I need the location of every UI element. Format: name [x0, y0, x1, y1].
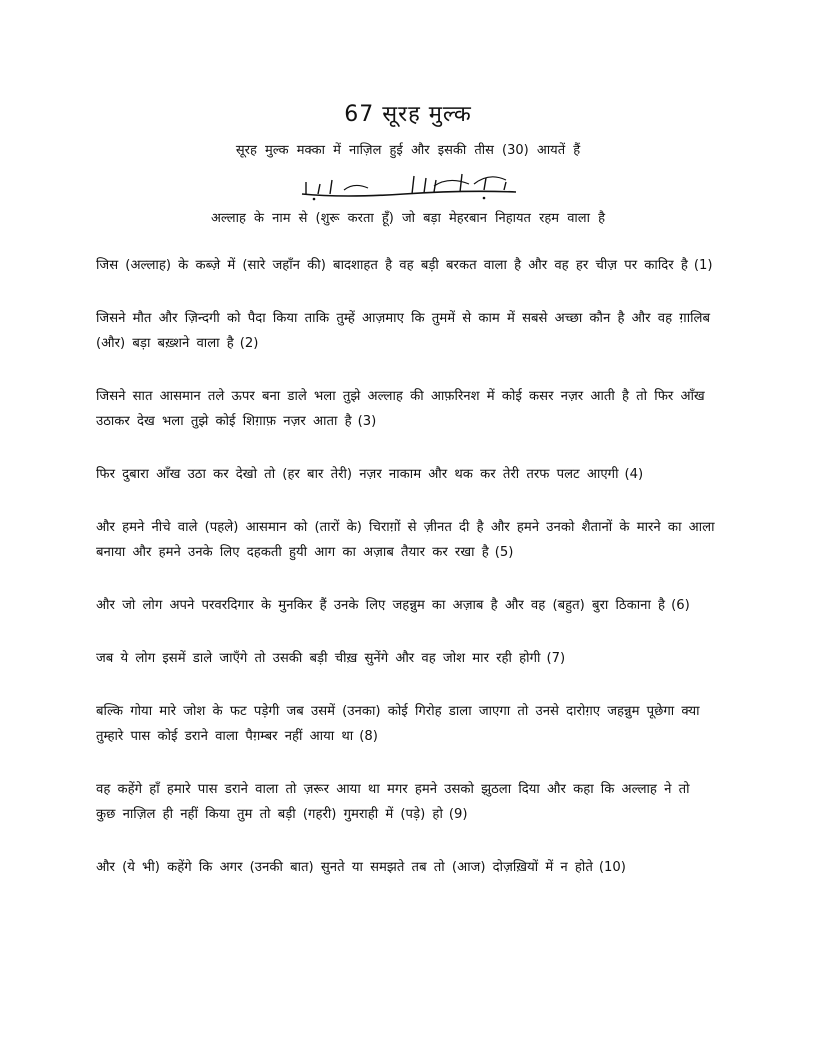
verse-text: फिर दुबारा आँख उठा कर देखो तो (हर बार तेरी) नज़र नाकाम और थक कर तेरी तरफ पलट आएगी [96, 467, 619, 482]
verse [96, 306, 716, 356]
verse-number: (2) [239, 336, 259, 351]
verse [96, 384, 716, 434]
verse-number: (3) [357, 414, 377, 429]
verse [96, 253, 716, 278]
verse [96, 699, 716, 749]
bismillah-calligraphy [284, 168, 534, 204]
verse-text: और (ये भी) कहेंगे कि अगर (उनकी बात) सुनते या समझते तब तो (आज) दोज़ख़ियों में न होते [96, 860, 593, 875]
verse-number: (8) [359, 729, 378, 744]
verse-number: (5) [494, 545, 514, 560]
verse-list [96, 253, 716, 908]
verse-text: वह कहेंगे हाँ हमारे पास डराने वाला तो ज़रूर आया था मगर हमने उसको झुठला दिया और कहा कि अल्लाह ने तो कुछ नाज़िल ही नहीं किया तुम तो बड़ी (गहरी) गुमराही में (पड़े) हो [96, 782, 690, 822]
verse-number: (1) [693, 258, 713, 273]
verse-number: (10) [598, 860, 626, 875]
verse [96, 593, 716, 618]
surah-title: 67 सूरह मुल्क [344, 102, 472, 127]
verse-number: (4) [624, 467, 644, 482]
verse-number: (9) [448, 807, 468, 822]
verse [96, 777, 716, 827]
verse [96, 462, 716, 487]
verse-text: जिस (अल्लाह) के कब्ज़े में (सारे जहाँन की) बादशाहत है वह बड़ी बरकत वाला है और वह हर चीज़ पर कादिर है [96, 258, 688, 273]
verse-number: (7) [546, 651, 566, 666]
verse-text: जब ये लोग इसमें डाले जाएँगे तो उसकी बड़ी चीख़ सुनेंगे और वह जोश मार रही होगी [96, 651, 541, 666]
verse-text: और जो लोग अपने परवरदिगार के मुनकिर हैं उनके लिए जहन्नुम का अज़ाब है और वह (बहुत) बुरा ठिकाना है [96, 598, 666, 613]
invocation-line: अल्लाह के नाम से (शुरू करता हूँ) जो बड़ा मेहरबान निहायत रहम वाला है [210, 211, 606, 226]
verse [96, 515, 716, 565]
surah-subtitle: सूरह मुल्क मक्का में नाज़िल हुई और इसकी तीस (30) आयतें हैं [235, 143, 581, 158]
verse [96, 646, 716, 671]
verse-text: और हमने नीचे वाले (पहले) आसमान को (तारों के) चिराग़ों से ज़ीनत दी है और हमने उनको शैतानों के मारने का आला बनाया और हमने उनके लिए दहकती हुयी आग का अज़ाब तैयार कर रखा है [96, 520, 715, 560]
verse [96, 855, 716, 880]
verse-text: जिसने सात आसमान तले ऊपर बना डाले भला तुझे अल्लाह की आफ़रिनश में कोई कसर नज़र आती है तो फिर आँख उठाकर देख भला तुझे कोई शिग़ाफ़ नज़र आता है [96, 389, 705, 429]
verse-number: (6) [671, 598, 690, 613]
verse-text: बल्कि गोया मारे जोश के फट पड़ेगी जब उसमें (उनका) कोई गिरोह डाला जाएगा तो उनसे दारोग़ए जहन्नुम पूछेगा क्या तुम्हारे पास कोई डराने वाला पैग़म्बर नहीं आया था [96, 704, 700, 744]
verse-text: जिसने मौत और ज़िन्दगी को पैदा किया ताकि तुम्हें आज़माए कि तुममें से काम में सबसे अच्छा कौन है और वह ग़ालिब (और) बड़ा बख़्शने वाला है [96, 311, 710, 351]
